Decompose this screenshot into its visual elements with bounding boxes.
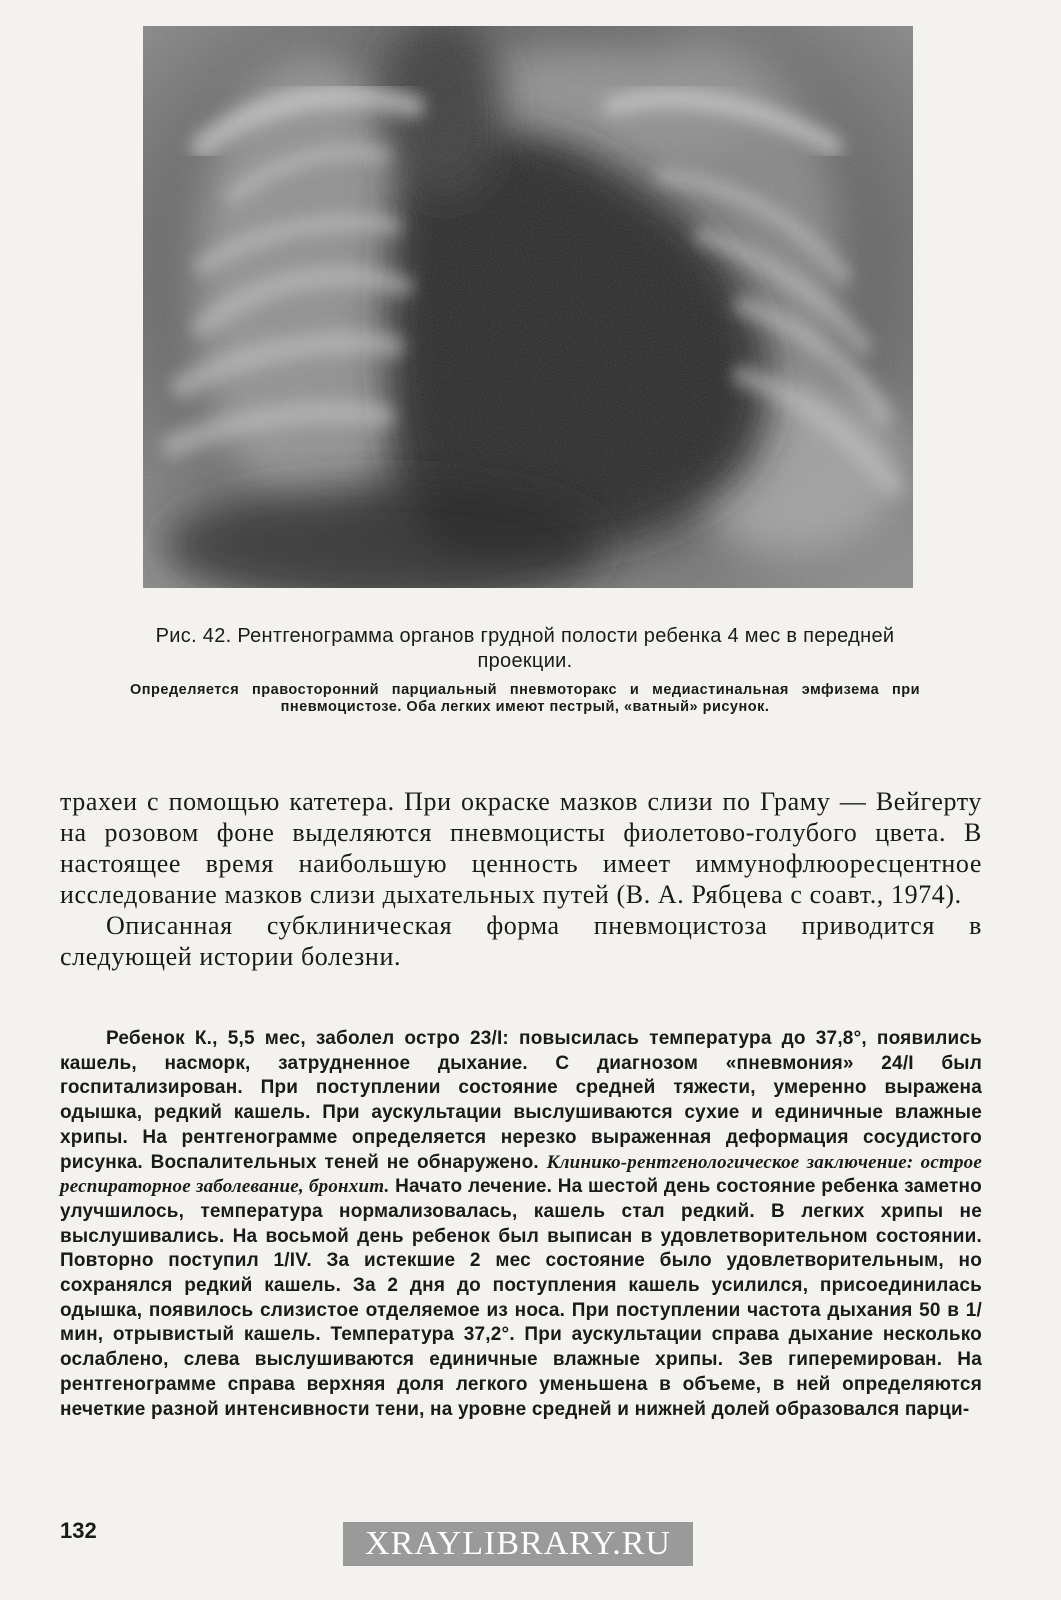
figure-caption xyxy=(130,624,920,716)
conclusion-text: острое респираторное заболевание, бронхит. xyxy=(60,1151,982,1198)
caption-description: Определяется правосторонний парциальный пневмоторакс и медиастинальная эмфизема при пневмоцистозе. Оба легких имеют пестрый, «ватный» рисунок. xyxy=(130,682,920,715)
case-history xyxy=(60,1027,982,1422)
case-text-continued: Начато лечение. На шестой день состояние ребенка заметно улучшилось, температура нормализовалась, кашель стал редкий. В легких хрипы не выслушивались. На восьмой день ребенок был выписан в удовлетворительном состоянии. Повторно поступил 1/IV. За истекшие 2 мес состояние было удовлетворительным, но сохранялся редкий кашель. За 2 дня до поступления кашель усилился, присоединилась одышка, появилось слизистое отделяемое из носа. При поступлении частота дыхания 50 в 1/мин, отрывистый кашель. Температура 37,2°. При аускультации справа дыхание несколько ослаблено, слева выслушиваются единичные влажные хрипы. Зев гиперемирован. На рентгенограмме справа верхняя доля легкого уменьшена в объеме, в ней определяются нечеткие разной интенсивности тени, на уровне средней и нижней долей образовался парци- xyxy=(60,1176,982,1420)
case-text: Ребенок К., 5,5 мес, заболел остро 23/I: повысилась температура до 37,8°, появились кашель, насморк, затрудненное дыхание. С диагнозом «пневмония» 24/I был госпитализирован. При поступлении состояние средней тяжести, умеренно выражена одышка, редкий кашель. При аускультации выслушиваются сухие и единичные влажные хрипы. На рентгенограмме определяется нерезко выраженная деформация сосудистого рисунка. Воспалительных теней не обнаружено. xyxy=(60,1028,982,1173)
page-number: 132 xyxy=(60,1518,97,1543)
xray-picture xyxy=(143,26,913,588)
watermark: XRAYLIBRARY.RU xyxy=(343,1522,693,1566)
chest-xray-image xyxy=(143,26,913,588)
caption-title: Рис. 42. Рентгенограмма органов грудной полости ребенка 4 мес в передней проекции. xyxy=(155,625,895,672)
conclusion-label: Клинико-рентгенологическое заключение: xyxy=(546,1151,914,1173)
paragraph: Описанная субклиническая форма пневмоцистоза приводится в следующей истории болезни. xyxy=(60,911,982,971)
paragraph: трахеи с помощью катетера. При окраске мазков слизи по Граму — Вейгерту на розовом фоне выделяются пневмоцисты фиолетово-голубого цвета. В настоящее время наибольшую ценность имеет иммунофлюоресцентное исследование мазков слизи дыхательных путей (В. А. Рябцева с соавт., 1974). xyxy=(60,787,982,909)
main-text xyxy=(60,786,982,972)
